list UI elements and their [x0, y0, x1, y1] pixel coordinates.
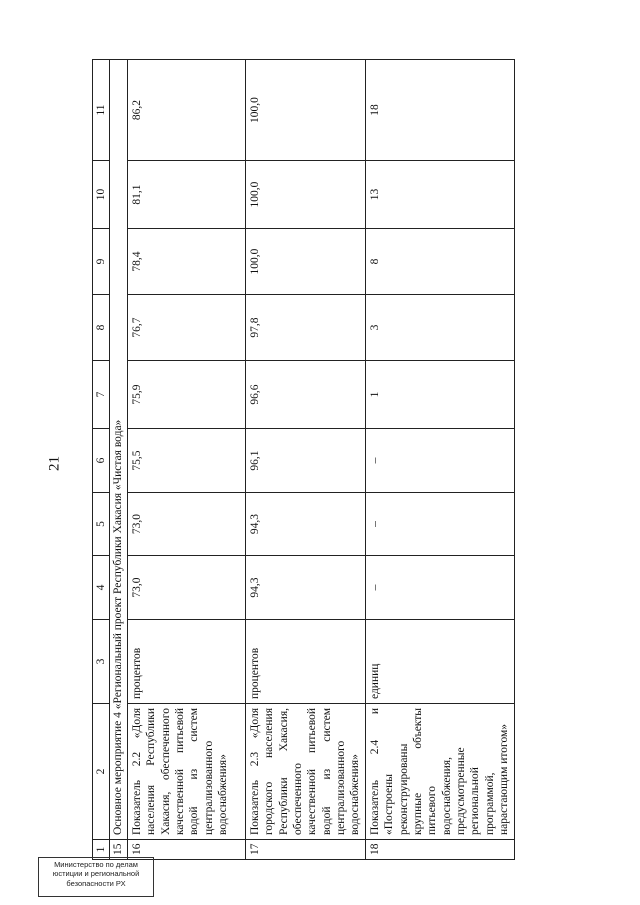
- column-header: 2: [93, 704, 110, 840]
- value-cell: 13: [365, 161, 514, 229]
- column-header: 9: [93, 229, 110, 295]
- value-cell: 76,7: [127, 295, 245, 361]
- value-cell: 75,9: [127, 361, 245, 429]
- value-cell: 3: [365, 295, 514, 361]
- indicator-table-wrapper: [92, 60, 511, 860]
- value-cell: 86,2: [127, 60, 245, 161]
- ministry-stamp: [38, 857, 154, 897]
- unit-cell: процентов: [245, 620, 365, 704]
- table-row: [127, 60, 245, 860]
- row-number: 15: [110, 840, 127, 860]
- column-header: 5: [93, 493, 110, 556]
- stamp-line: Министерство по делам: [54, 860, 138, 869]
- value-cell: 1: [365, 361, 514, 429]
- section-row: [110, 60, 127, 860]
- value-cell: –: [365, 429, 514, 493]
- indicators-table: [92, 59, 515, 860]
- stamp-line: безопасности РХ: [66, 878, 126, 888]
- column-header: 6: [93, 429, 110, 493]
- column-header: 10: [93, 161, 110, 229]
- value-cell: 100,0: [245, 229, 365, 295]
- indicator-text: Показатель 2.3 «Доля городского населения Республики Хакасия, обеспеченного качественной питьевой водой из систем централизованного водоснабжения»: [245, 704, 365, 840]
- page-number: 21: [46, 456, 63, 471]
- column-header: 1: [93, 840, 110, 860]
- row-number: 16: [127, 840, 245, 860]
- table-row: [365, 60, 514, 860]
- value-cell: 78,4: [127, 229, 245, 295]
- table-row: [245, 60, 365, 860]
- rotated-table: [92, 60, 511, 860]
- value-cell: 18: [365, 60, 514, 161]
- value-cell: 100,0: [245, 60, 365, 161]
- value-cell: –: [365, 493, 514, 556]
- column-header: 11: [93, 60, 110, 161]
- value-cell: –: [365, 556, 514, 620]
- row-number: 17: [245, 840, 365, 860]
- unit-cell: процентов: [127, 620, 245, 704]
- value-cell: 73,0: [127, 493, 245, 556]
- value-cell: 94,3: [245, 493, 365, 556]
- unit-cell: единиц: [365, 620, 514, 704]
- value-cell: 94,3: [245, 556, 365, 620]
- indicator-text: Показатель 2.2 «Доля населения Республики Хакасия, обеспеченного качественной питьевой водой из систем централизованного водоснабжения»: [127, 704, 245, 840]
- value-cell: 8: [365, 229, 514, 295]
- column-number-row: [93, 60, 110, 860]
- value-cell: 75,5: [127, 429, 245, 493]
- column-header: 3: [93, 620, 110, 704]
- indicator-text: Показатель 2.4 и «Построены реконструированы крупные объекты питьевого водоснабжения, предусмотренные региональной программой, нарастающим итогом»: [365, 704, 514, 840]
- value-cell: 73,0: [127, 556, 245, 620]
- column-header: 7: [93, 361, 110, 429]
- column-header: 4: [93, 556, 110, 620]
- stamp-line: юстиции и региональной: [52, 869, 140, 879]
- row-number: 18: [365, 840, 514, 860]
- value-cell: 96,6: [245, 361, 365, 429]
- section-title: Основное мероприятие 4 «Региональный проект Республики Хакасия «Чистая вода»: [110, 60, 127, 840]
- column-header: 8: [93, 295, 110, 361]
- value-cell: 100,0: [245, 161, 365, 229]
- value-cell: 97,8: [245, 295, 365, 361]
- value-cell: 81,1: [127, 161, 245, 229]
- value-cell: 96,1: [245, 429, 365, 493]
